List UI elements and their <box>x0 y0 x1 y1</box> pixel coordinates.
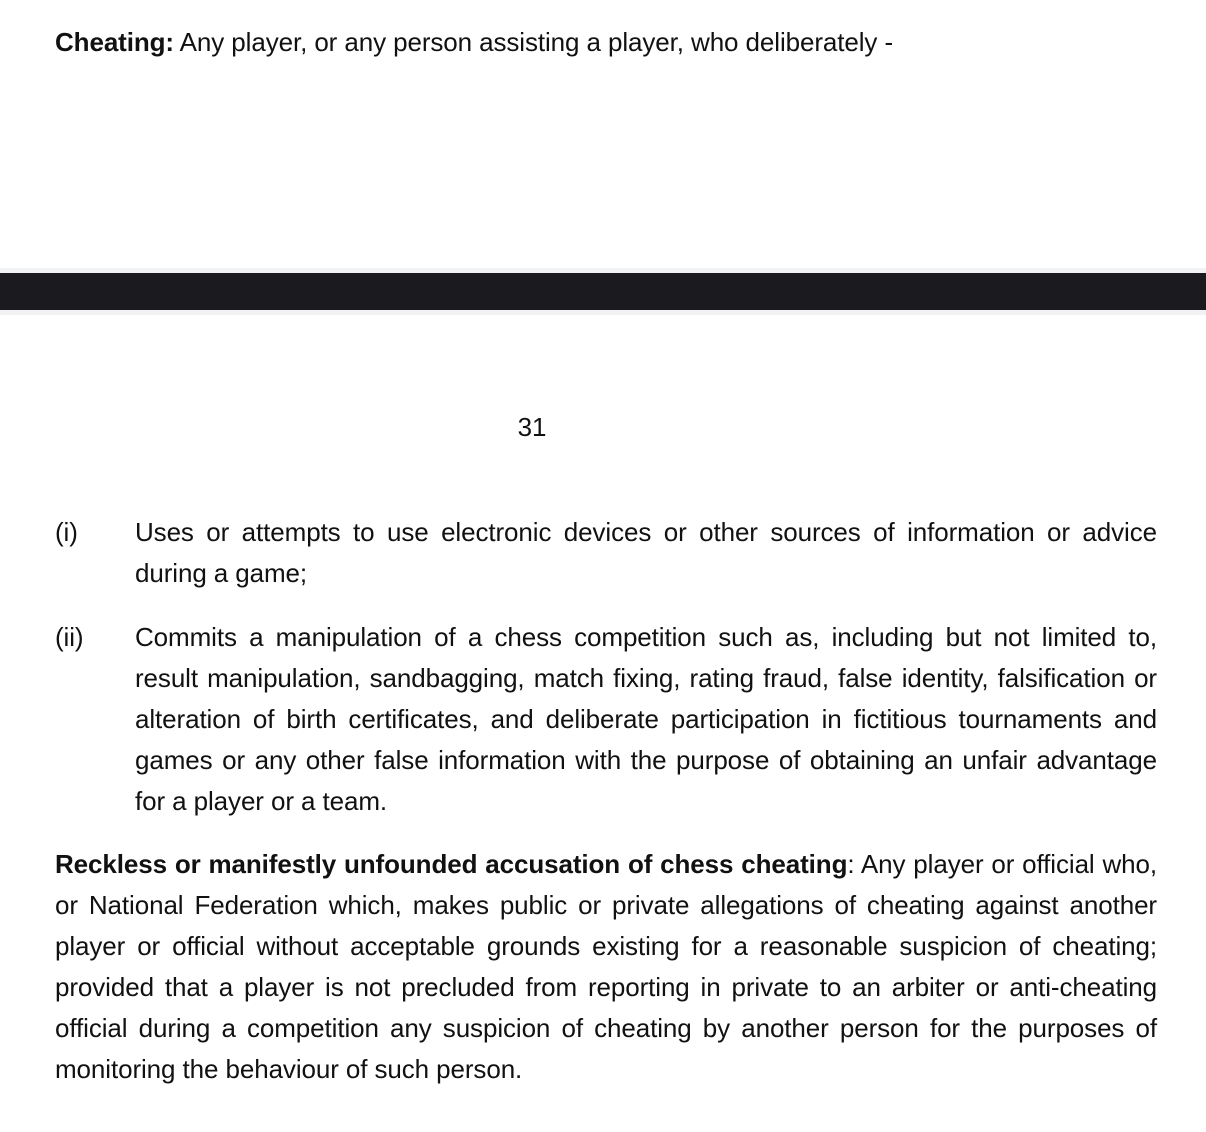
list-item-ii-label: (ii) <box>55 622 84 652</box>
reckless-accusation-paragraph <box>55 844 1157 1090</box>
reckless-term-bold: Reckless or manifestly unfounded accusation of chess cheating <box>55 849 848 879</box>
cheating-definition-paragraph <box>55 22 1157 63</box>
page-number-row <box>0 407 1064 448</box>
document-viewer <box>0 22 1206 1132</box>
cheating-clauses-list <box>0 512 1206 822</box>
list-item-ii-text: Commits a manipulation of a chess competition such as, including but not limited to, result manipulation, sandbagging, match fixing, rating fraud, false identity, falsification or alteration of birth certificates, and deliberate participation in fictitious tournaments and games or any other false information with the purpose of obtaining an unfair advantage for a player or a team. <box>135 622 1157 816</box>
cheating-term-bold: Cheating: <box>55 27 174 57</box>
list-item-ii <box>55 617 1157 822</box>
list-item-i-label: (i) <box>55 517 78 547</box>
reckless-definition-text: : Any player or official who, or National Federation which, makes public or private allegations of cheating against another player or official without acceptable grounds existing for a reasonable suspicion of cheating; provided that a player is not precluded from reporting in private to an arbiter or anti-cheating official during a competition any suspicion of cheating by another person for the purposes of monitoring the behaviour of such person. <box>55 849 1157 1084</box>
page-separator <box>0 268 1206 315</box>
list-item-i-text: Uses or attempts to use electronic devices or other sources of information or advice during a game; <box>135 517 1157 588</box>
page-number: 31 <box>517 412 547 442</box>
page-edge-shadow-bottom <box>0 310 1206 315</box>
page-gap-bar <box>0 273 1206 310</box>
list-item-i <box>55 512 1157 594</box>
cheating-definition-text: Any player, or any person assisting a player, who deliberately - <box>173 27 893 57</box>
